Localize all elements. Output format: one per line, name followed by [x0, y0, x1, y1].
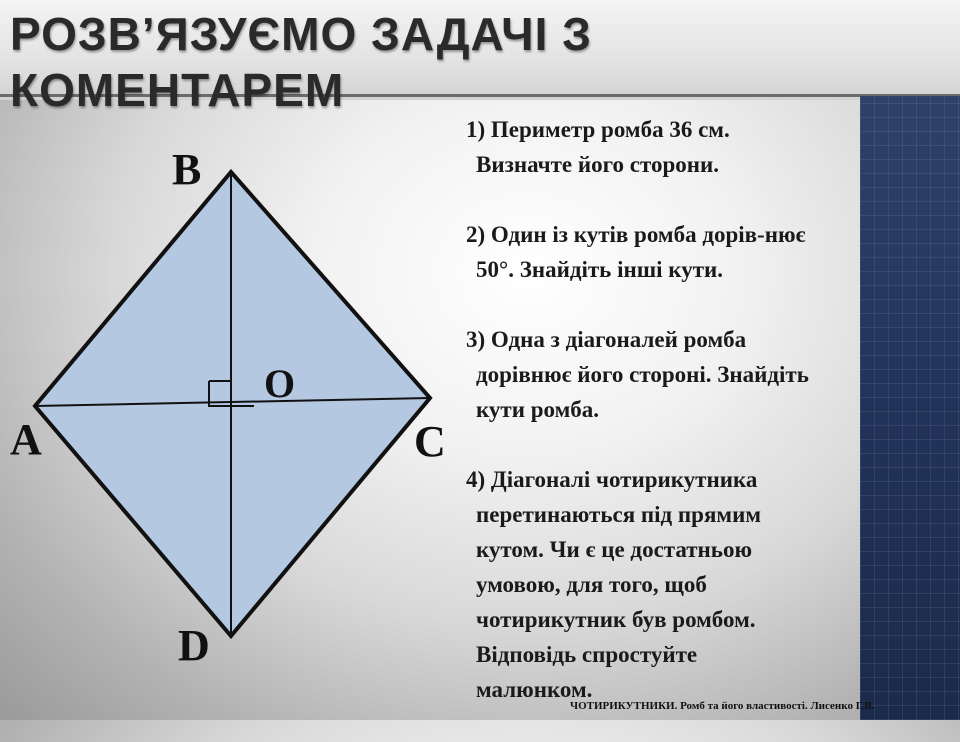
task-3 — [466, 322, 916, 427]
footer-author: Лисенко Г.В. — [810, 700, 875, 712]
task-4-line-7: малюнком. — [476, 677, 593, 702]
vertex-label-c: C — [414, 417, 446, 466]
task-1-line-2: Визначте його сторони. — [476, 152, 720, 177]
task-list — [466, 112, 916, 742]
task-4-line-4: умовою, для того, щоб — [476, 572, 707, 597]
task-4-line-5: чотирикутник був ромбом. — [476, 607, 756, 632]
task-2-line-2: 50°. Знайдіть інші кути. — [476, 257, 724, 282]
task-1-line-1: 1) Периметр ромба 36 см. — [466, 117, 730, 142]
slide-title-line-2: КОМЕНТАРЕМ — [10, 64, 345, 116]
task-2 — [466, 217, 916, 287]
task-4 — [466, 462, 916, 707]
center-label-o: O — [264, 361, 296, 406]
vertex-label-a: A — [10, 415, 42, 464]
footer-subtitle: Ромб та його властивості. — [680, 700, 808, 712]
footer-topic: ЧОТИРИКУТНИКИ. — [570, 700, 678, 712]
vertex-label-d: D — [178, 621, 210, 670]
task-4-line-1: 4) Діагоналі чотирикутника — [466, 467, 758, 492]
task-3-line-1: 3) Одна з діагоналей ромба — [466, 327, 747, 352]
task-4-line-6: Відповідь спростуйте — [476, 642, 698, 667]
task-3-line-2: дорівнює його стороні. Знайдіть — [476, 362, 809, 387]
slide-title-line-1: РОЗВ’ЯЗУЄМО ЗАДАЧІ З — [10, 8, 592, 60]
vertex-label-b: B — [172, 145, 202, 194]
slide-footer — [570, 700, 950, 712]
task-1 — [466, 112, 916, 182]
task-3-line-3: кути ромба. — [476, 397, 599, 422]
task-4-line-3: кутом. Чи є це достатньою — [476, 537, 753, 562]
task-4-line-2: перетинаються під прямим — [476, 502, 761, 527]
task-2-line-1: 2) Один із кутів ромба дорів-нює — [466, 222, 806, 247]
